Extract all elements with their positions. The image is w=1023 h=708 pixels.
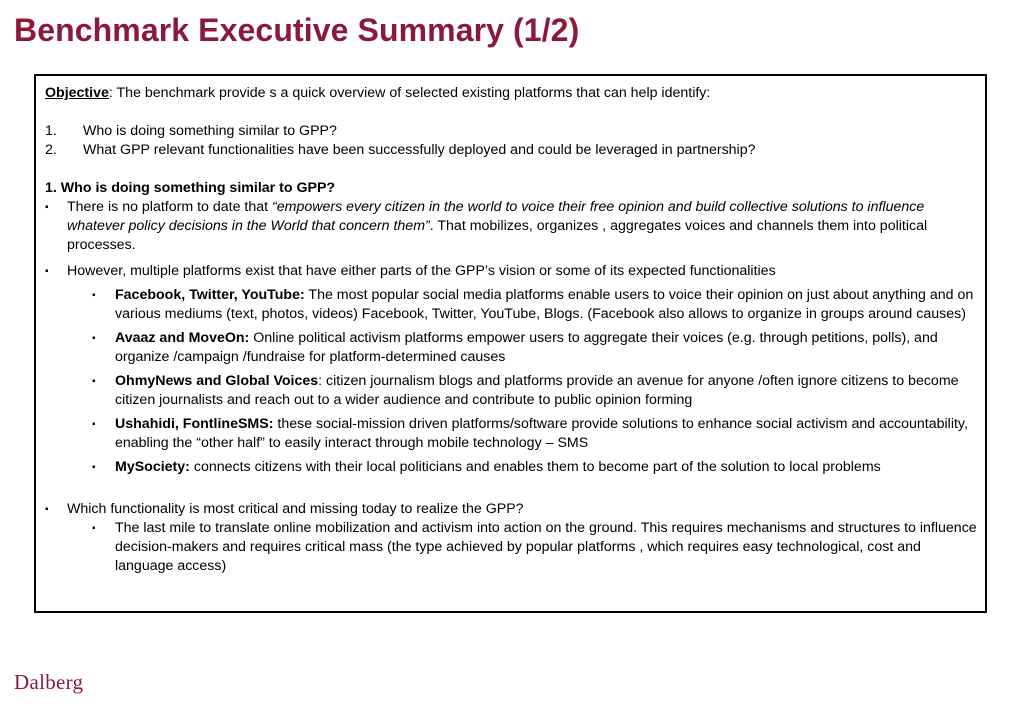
platform-description: these social-mission driven platforms/software provide solutions to enhance social activism and accountability, enabling the “other half” to easily interact through mobile technology – SMS bbox=[115, 416, 968, 451]
sub-bullet-item bbox=[45, 329, 977, 367]
summary-box bbox=[34, 74, 987, 613]
page-title: Benchmark Executive Summary (1/2) bbox=[14, 12, 580, 48]
sub-bullet-item bbox=[45, 458, 977, 477]
bullet-icon: ▪ bbox=[92, 523, 96, 534]
sub-bullet-text bbox=[115, 372, 977, 410]
bullet-text-pre: There is no platform to date that bbox=[67, 199, 273, 215]
platform-description: The most popular social media platforms enable users to voice their opinion on just about anything and on various mediums (text, photos, videos) Facebook, Twitter, YouTube, Blogs. (Facebook also allows to organize in groups around causes) bbox=[115, 287, 974, 322]
item-number: 1. bbox=[45, 123, 57, 139]
bullet-text bbox=[67, 198, 977, 255]
platform-names: Ushahidi, FontlineSMS: bbox=[115, 416, 274, 432]
dalberg-logo: Dalberg bbox=[14, 670, 84, 694]
bullet-item bbox=[45, 262, 977, 281]
bullet-icon: ▪ bbox=[92, 419, 96, 430]
sub-bullet-item bbox=[45, 372, 977, 410]
objective-text: The benchmark provide s a quick overview of selected existing platforms that can help identify: bbox=[112, 85, 711, 101]
platform-description: Online political activism platforms empower users to aggregate their voices (e.g. through petitions, polls), and organize /campaign /fundraise for platform-determined causes bbox=[115, 330, 938, 365]
numbered-item bbox=[45, 122, 977, 141]
quote-text: “empowers every citizen in the world to voice their free opinion and build collective solutions to influence whatever policy decisions in the World that concern them” bbox=[67, 199, 925, 234]
platform-names: OhmyNews and Global Voices bbox=[115, 373, 319, 389]
bullet-icon: ▪ bbox=[45, 266, 49, 277]
bullet-icon: ▪ bbox=[92, 290, 96, 301]
bullet-text: However, multiple platforms exist that have either parts of the GPP’s vision or some of its expected functionalities bbox=[67, 263, 776, 279]
sub-bullet-text bbox=[115, 415, 977, 453]
bullet-icon: ▪ bbox=[45, 202, 49, 213]
sub-bullet-text: The last mile to translate online mobilization and activism into action on the ground. This requires mechanisms and structures to influence decision-makers and requires critical mass (the type achieved by popular platforms , which requires easy technological, cost and language access) bbox=[115, 520, 977, 574]
bullet-icon: ▪ bbox=[92, 376, 96, 387]
numbered-item bbox=[45, 141, 977, 160]
bullet-icon: ▪ bbox=[92, 462, 96, 473]
platform-names: MySociety: bbox=[115, 459, 190, 475]
platform-names: Avaaz and MoveOn: bbox=[115, 330, 250, 346]
platform-description: : citizen journalism blogs and platforms provide an avenue for anyone /often ignore citizens to become citizen journalists and reach out to a wider audience and contribute to public opinion forming bbox=[115, 373, 959, 408]
sub-bullet-text bbox=[115, 458, 977, 477]
sub-bullet-item bbox=[45, 286, 977, 324]
objective-colon: : bbox=[108, 85, 113, 101]
sub-bullet-item bbox=[45, 415, 977, 453]
objective-label: Objective bbox=[45, 85, 109, 101]
objective-line bbox=[45, 84, 977, 103]
item-number: 2. bbox=[45, 142, 57, 158]
bullet-text: Which functionality is most critical and missing today to realize the GPP? bbox=[67, 501, 524, 517]
sub-bullet-text bbox=[115, 286, 977, 324]
item-text: Who is doing something similar to GPP? bbox=[83, 123, 337, 139]
sub-bullet-text bbox=[115, 329, 977, 367]
section-heading: 1. Who is doing something similar to GPP? bbox=[45, 180, 336, 196]
bullet-icon: ▪ bbox=[92, 333, 96, 344]
platform-names: Facebook, Twitter, YouTube: bbox=[115, 287, 305, 303]
item-text: What GPP relevant functionalities have been successfully deployed and could be leveraged in partnership? bbox=[83, 142, 756, 158]
sub-bullet-item bbox=[45, 519, 977, 576]
bullet-icon: ▪ bbox=[45, 504, 49, 515]
bullet-text-post: . That mobilizes, organizes , aggregates voices and channels them into political processes. bbox=[67, 218, 928, 253]
bullet-item bbox=[45, 500, 977, 519]
platform-description: connects citizens with their local politicians and enables them to become part of the solution to local problems bbox=[189, 459, 881, 475]
bullet-item bbox=[45, 198, 977, 255]
